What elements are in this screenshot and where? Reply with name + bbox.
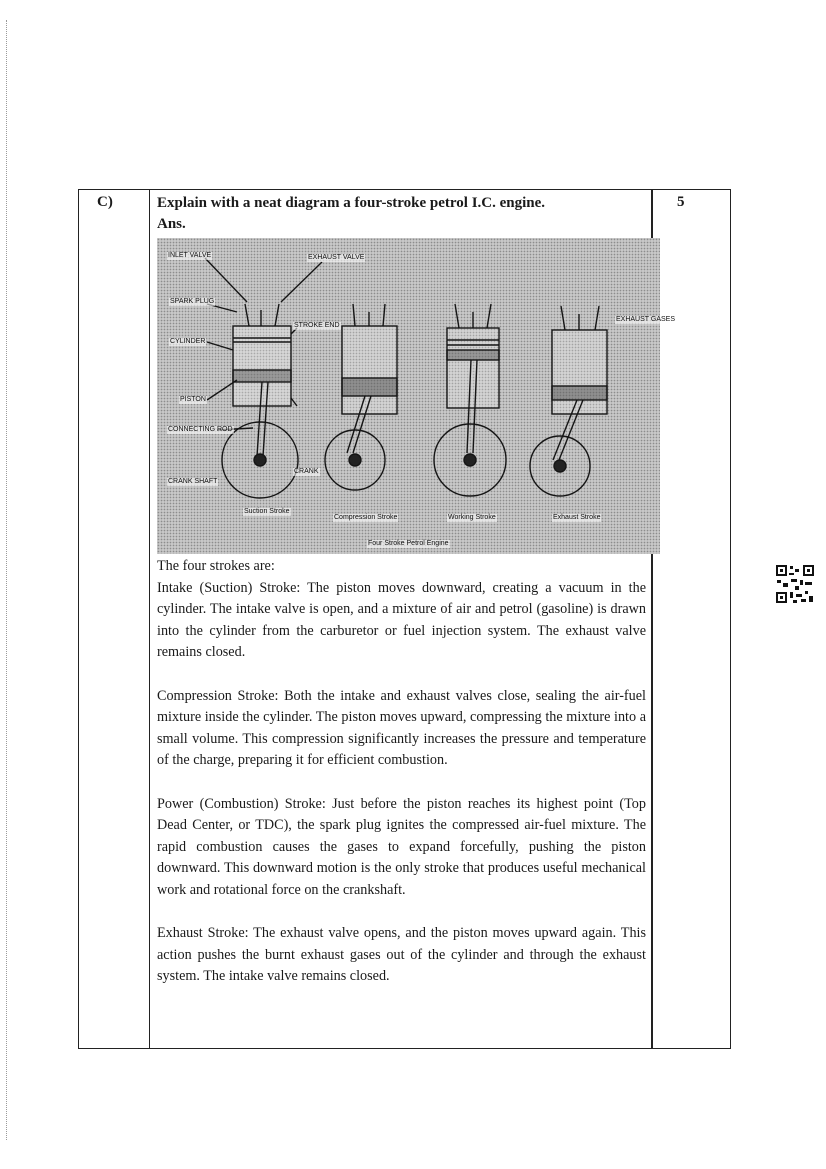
paragraph-intake: Intake (Suction) Stroke: The piston moves downward, creating a vacuum in the cylinder. The intake valve is open, and a mixture of air and petrol (gasoline) is drawn into the cylinder from the carburetor or fuel injection system. The exhaust valve remains closed. <box>157 579 646 661</box>
label-crank: CRANK <box>294 468 319 475</box>
paragraph-compression: Compression Stroke: Both the intake and exhaust valves close, sealing the air-fuel mixture inside the cylinder. The piston moves upward, compressing the mixture into a small volume. This compression significantly increases the pressure and temperature of the charge, preparing it for efficient combustion. <box>157 687 646 769</box>
engine-diagram <box>157 238 676 554</box>
paragraph-power: Power (Combustion) Stroke: Just before the piston reaches its highest point (Top Dead Center, or TDC), the spark plug ignites the compressed air-fuel mixture. The rapid combustion causes the gases to expand forcefully, pushing the piston downward. This downward motion is the only stroke that produces useful mechanical work and rotational force on the crankshaft. <box>157 795 646 898</box>
caption-suction: Suction Stroke <box>244 508 290 515</box>
question-marks: 5 <box>677 194 685 210</box>
column-divider-left <box>149 190 150 1048</box>
label-inlet-valve: INLET VALVE <box>168 252 212 259</box>
caption-working: Working Stroke <box>448 514 496 521</box>
caption-compression: Compression Stroke <box>334 514 398 521</box>
qr-code-icon <box>775 564 815 604</box>
label-cylinder: CYLINDER <box>170 338 206 345</box>
caption-exhaust: Exhaust Stroke <box>553 514 601 521</box>
engine-diagram-drawing <box>157 238 660 554</box>
answer-label: Ans. <box>157 216 186 232</box>
diagram-title: Four Stroke Petrol Engine <box>368 540 449 547</box>
label-crank-shaft: CRANK SHAFT <box>168 478 218 485</box>
question-text: Explain with a neat diagram a four-stroke petrol I.C. engine. <box>157 195 546 211</box>
scan-edge-artifact <box>6 20 8 1140</box>
label-spark-plug: SPARK PLUG <box>170 298 215 305</box>
engine-working-drawing <box>434 304 506 496</box>
engine-compression-drawing <box>325 304 397 490</box>
label-connecting-rod: CONNECTING ROD <box>168 426 233 433</box>
label-piston: PISTON <box>180 396 206 403</box>
paragraph-exhaust: Exhaust Stroke: The exhaust valve opens, and the piston moves upward again. This action pushes the burnt exhaust gases out of the cylinder and through the exhaust system. The intake valve remains closed. <box>157 925 646 985</box>
label-exhaust-valve: EXHAUST VALVE <box>308 254 365 261</box>
engine-exhaust-drawing <box>530 306 607 496</box>
label-exhaust-gases: EXHAUST GASES <box>616 316 676 323</box>
question-number: C) <box>97 194 113 210</box>
answer-intro: The four strokes are: <box>157 558 275 574</box>
answer-table <box>78 189 731 1049</box>
label-stroke-end: STROKE END <box>294 322 340 329</box>
answer-content <box>157 193 676 1009</box>
engine-suction-drawing <box>222 304 298 498</box>
